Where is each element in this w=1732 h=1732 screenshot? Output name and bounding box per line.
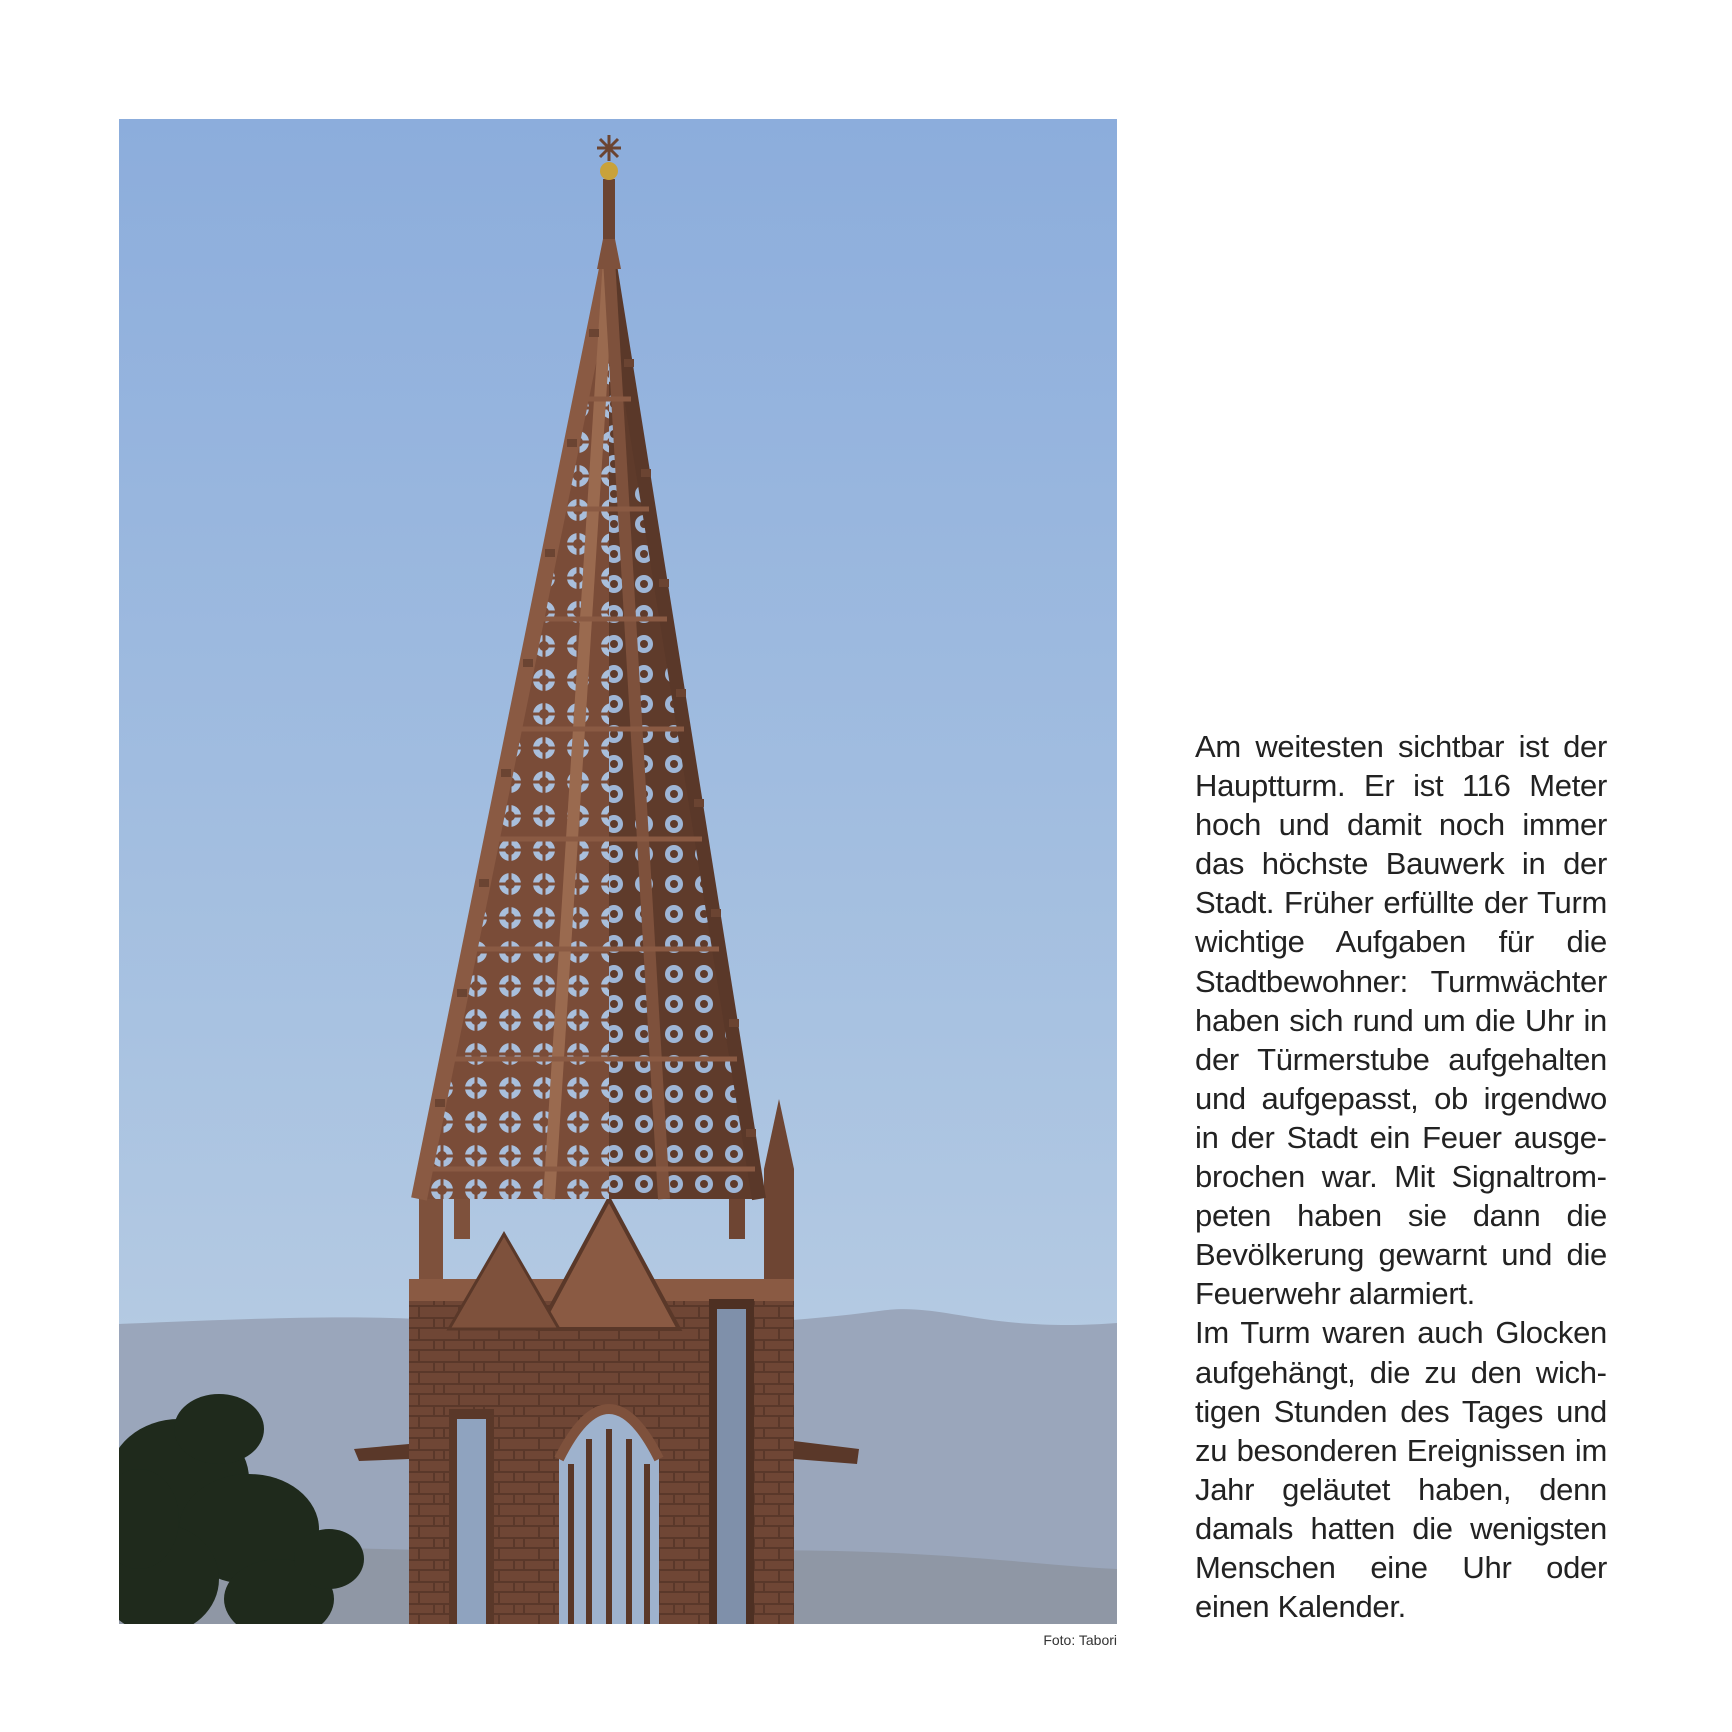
paragraph-2: Im Turm waren auch Glocken aufgehängt, die zu den wichtigen Stunden des Tages und zu besonderen Ereignissen im Jahr geläutet haben, denn damals hatten die wenigsten Menschen eine Uhr oder einen Kalender.	[1195, 1315, 1607, 1625]
photo-credit: Foto: Tabori	[1043, 1632, 1117, 1648]
spire-illustration	[119, 119, 1117, 1624]
article-text	[1195, 727, 1607, 1626]
star-finial	[597, 135, 621, 161]
golden-orb	[600, 162, 618, 180]
paragraph-1: Am weitesten sichtbar ist der Hauptturm. Er ist 116 Meter hoch und damit noch immer das höchste Bauwerk in der Stadt. Früher erfüllte der Turm wichtige Aufgaben für die Stadtbewohner: Turmwächter haben sich rund um die Uhr in der Türmerstube aufgehalten und aufgepasst, ob irgendwo in der Stadt ein Feuer ausgebrochen war. Mit Signaltrompeten haben sie dann die Bevölkerung gewarnt und die Feuerwehr alarmiert.	[1195, 729, 1607, 1312]
spire-photo	[119, 119, 1117, 1624]
